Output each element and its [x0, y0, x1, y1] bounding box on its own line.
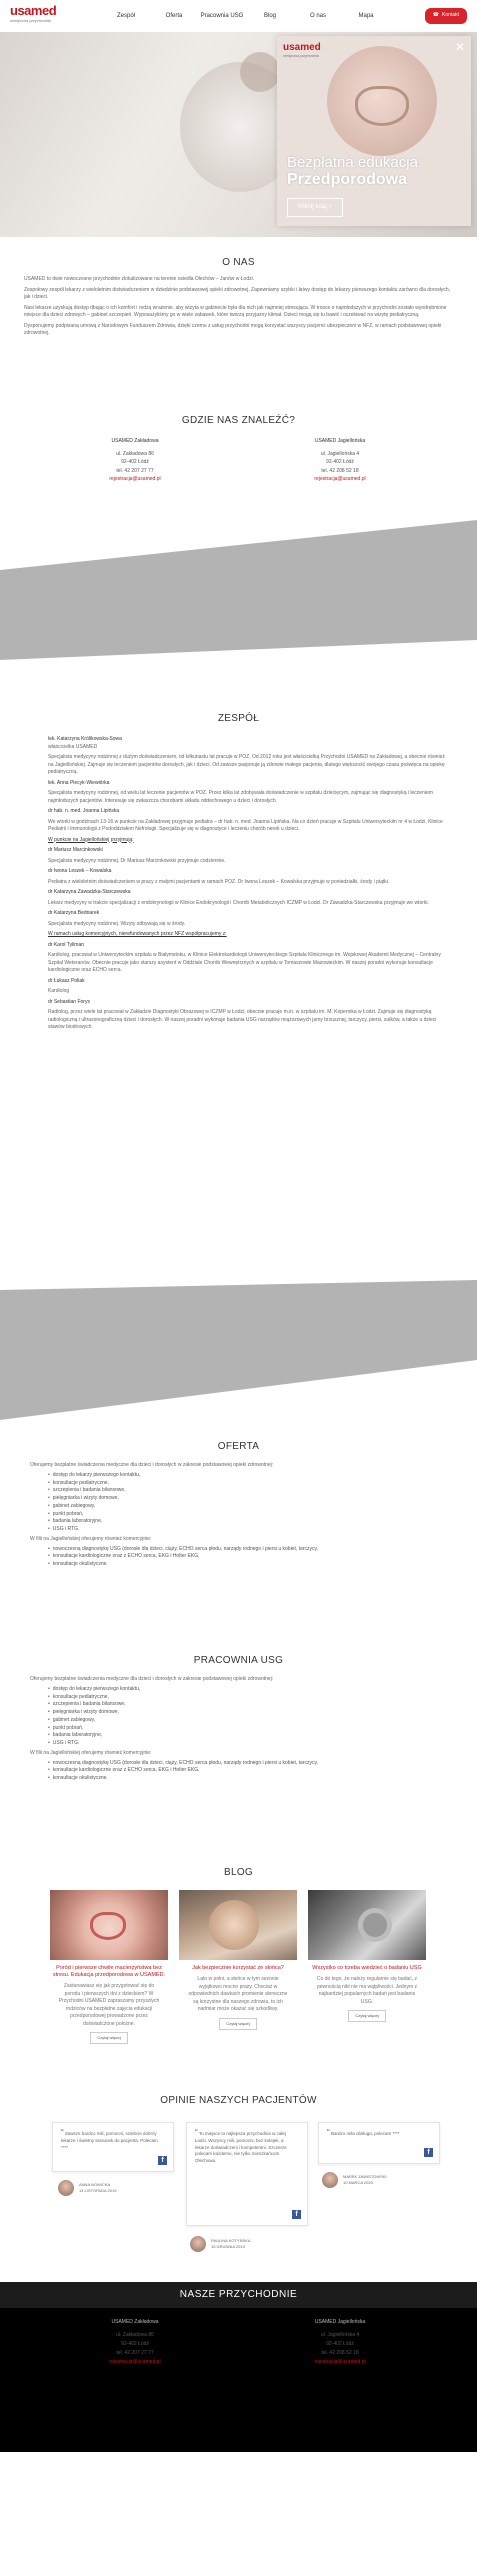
team-member-bio: Pediatra z wieloletnim doświadczeniem w pracy z małymi pacjentami w ramach POZ. Dr Iwona Leszek – Kowalska przyjmuje w poniedziałki, środy i piątki.: [48, 878, 390, 885]
team-member-name: dr Iwona Leszek – Kowalska: [48, 868, 112, 874]
usg-intro-commercial: W filii na Jagiellońskiej oferujemy również komercyjnie:: [30, 1749, 152, 1756]
team-member-role: Kardiolog: [48, 988, 70, 994]
list-item: • punkt pobrań,: [48, 1725, 448, 1733]
blog-excerpt: Co do tego, że należy regularnie się badać, z pewnością nikt nie ma wątpliwości. Jednym z najbardziej popularnych badań jest badanie USG.: [316, 1976, 418, 2005]
team-member-name: dr Sebastian Forys: [48, 998, 90, 1005]
team-member-bio: Radiolog, przez wiele lat pracował w Zakładzie Diagnostyki Obrazowej w ICZMP w Łodzi, obecnie pracuje m.in. w szpitalu im. M. Kopernika w Łodzi. Zajmuje się diagnostyką radiologiczną i ultrasonograficzną dzieci i dorosłych. W naszej poradni wykonuje badania USG narządów miąższowych jamy brzusznej, tarczycy, piersi, sutków, a także u dzieci stawów biodrowych.: [48, 1009, 437, 1030]
list-item: • dostęp do lekarzy pierwszego kontaktu,: [48, 1472, 448, 1480]
team-member-name: dr Karol Tyliman: [48, 941, 85, 948]
nav-team[interactable]: Zespół: [116, 12, 135, 19]
about-paragraph: Dysponujemy podpisaną umową z Narodowym Funduszem Zdrowia, dzięki czemu z usług przychodni mogą korzystać wszyscy pacjenci ubezpieczeni w NFZ, w ramach podstawowej opieki zdrowotnej.: [24, 322, 442, 336]
heart-hands-image: [355, 86, 409, 126]
team-member-bio: Specjalista medycyny rodzinnej, od wielu lat leczenie pacjentów w POZ. Przez kilka lat zdobywała doświadczenie w szpitalu dziecięcym, zajmując się diagnostyką i leczeniem najmłodszych pacjentów. Interesuje się zwłaszcza chorobami układu oddechowego u dzieci i dorosłych.: [48, 790, 433, 804]
offer-items-commercial: [48, 1546, 448, 1569]
location-city: 92-402 Łódź: [121, 2341, 149, 2347]
close-icon[interactable]: ✕: [454, 40, 466, 54]
list-item: • konsultacje kardiologiczne oraz z ECHO serca, EKG i Holter EKG,: [48, 1767, 448, 1775]
popup-title: [287, 154, 418, 190]
review-text: Bardzo miła obsługa, polecam ****: [330, 2131, 400, 2136]
review-date: 10 MARCA 2020: [343, 2180, 373, 2185]
list-item: • badania laboratoryjne,: [48, 1732, 448, 1740]
location-street: ul. Zakładowa 86: [116, 450, 154, 457]
popup-title-line2: Przedporodowa: [287, 171, 408, 189]
list-item: • nowoczesną diagnostykę USG (dorosłe dla dzieci, ciąży, ECHO serca płodu, narządy rodnego i piersi u kobiet, tarczycy,: [48, 1760, 448, 1768]
contact-label: Kontakt: [442, 12, 459, 19]
footer-location-jagiellonska: [265, 2318, 415, 2367]
location-phone[interactable]: tel. 42 207 27 77: [116, 467, 154, 474]
team-member-name: dr Katarzyna Zawadzka-Starczewska: [48, 889, 131, 895]
blog-title[interactable]: Poród i pierwsze chwile macierzyństwa bez stresu. Edukacja przedporodowa w USAMED.: [52, 1965, 166, 1979]
review-text: Zawsze bardzo mili, pomocni, sziebcie dobrzy lekarze i świetny stosunek do pacjenta. Polecam ****: [61, 2131, 158, 2150]
where-heading: GDZIE NAS ZNALEŹĆ?: [181, 415, 296, 426]
team-member-name: lek. Katarzyna Królikowska-Sowa: [48, 736, 122, 742]
reviewer: [58, 2180, 116, 2196]
blog-image: [179, 1890, 297, 1960]
list-item: • konsultacje pediatryczne,: [48, 1480, 448, 1488]
list-item: • gabinet zabiegowy,: [48, 1503, 448, 1511]
review-date: 14 LISTOPADA 2019: [79, 2188, 117, 2193]
usg-items: [48, 1686, 448, 1748]
list-item: • USG i RTG.: [48, 1526, 448, 1534]
blog-read-more-button[interactable]: Czytaj więcej: [219, 2018, 256, 2030]
popup-cta-button[interactable]: Kliknij tutaj >: [287, 198, 343, 217]
blog-heading: BLOG: [224, 1867, 253, 1878]
usg-intro: Oferujemy bezpłatne świadczenia medyczne dla dzieci i dorosłych w zakresie podstawowej opieki zdrowotnej:: [30, 1676, 274, 1682]
team-member-bio: Kardiolog, pracował w Uniwersyteckim szpitalu w Białymstoku, w Klinice Elektrokardiologii Uniwersyteckiego Szpitala Klinicznego im. Wojskowej Akademii Medycznej – Centralny Szpital Weteranów. Obecnie pracuje jako starszy asystent w Oddziale Chorób Wewnętrznych w szpitalu w Tomaszowie Mazowieckim. W naszej poradni wykonuje konsultacje kardiologiczne oraz ECHO serca.: [48, 952, 441, 973]
location-zakladowa: [60, 437, 210, 484]
location-title: USAMED Zakładowa: [111, 2319, 159, 2325]
blog-card[interactable]: [308, 1890, 426, 2022]
nav-offer[interactable]: Oferta: [165, 12, 183, 19]
team-member-bio: Specjalista medycyny rodzinnej. Wizyty odbywają się w środy.: [48, 920, 186, 927]
map-band: [0, 510, 477, 700]
blog-read-more-button[interactable]: Czytaj więcej: [90, 2032, 127, 2044]
blog-image: [308, 1890, 426, 1960]
review-date: 15 GRUDNIA 2019: [211, 2244, 245, 2249]
site-header: [0, 0, 477, 32]
team-member-name: dr Łukasz Poliak: [48, 977, 85, 984]
usg-heading: PRACOWNIA USG: [193, 1655, 284, 1666]
team-member-name: dr Katarzyna Bednarek: [48, 910, 100, 916]
location-email[interactable]: rejestracja@usamed.pl: [314, 2359, 366, 2365]
list-item: • punkt pobrań,: [48, 1511, 448, 1519]
review-card: [186, 2122, 308, 2226]
list-item: • gabinet zabiegowy,: [48, 1717, 448, 1725]
location-email[interactable]: rejestracja@usamed.pl: [109, 2359, 161, 2365]
facebook-icon[interactable]: f: [292, 2210, 301, 2219]
blog-title[interactable]: Wszystko co trzeba wiedzieć o badaniu USG: [312, 1965, 422, 1971]
review-card: [318, 2122, 440, 2164]
reviewer-name: ANNA NOWICKA: [79, 2182, 111, 2188]
about-paragraph: Nasi lekarze uzyskują dostęp dbając o ich komfort i rodzą wrażenie, aby wizyta w gabinecie była dla nich jak najmniej stresująca. W trosce o najmłodszych w przychodni zostało wyodrębnione miejsce dla dzieci zdrowych – gabinet szczepień. Wyposażyliśmy go w wiele zabawek, które tworzą przyjazny klimat. Dzieci mogą się tu bawić i oczekiwać na wizytę pediatryczną.: [24, 304, 447, 318]
location-title: USAMED Zakładowa: [111, 438, 159, 444]
usg-list: [30, 1676, 448, 1785]
blog-image: [50, 1890, 168, 1960]
blog-title[interactable]: Jak bezpiecznie korzystać ze słońca?: [192, 1965, 284, 1971]
blog-excerpt: Lato w pełni, a słońce w tym sezonie wyjątkowo mocno praży. Chociaż w odpowiednich dawkach promienie słoneczne są korzystne dla naszego zdrowia, to ich nadmiar może okazać się szkodliwy.: [188, 1976, 288, 2013]
footer-heading: NASZE PRZYCHODNIE: [0, 2282, 477, 2308]
location-city: 92-402 Łódź: [326, 459, 354, 465]
about-paragraph: Zespołowy zespół lekarzy z wieloletnim doświadczeniem w dziedzinie podstawowej opieki zdrowotnej. Zapewniamy szybki i łatwy dostęp do lekarzy pierwszego kontaktu zarówno dla dorosłych, jak i dzieci.: [24, 286, 451, 300]
list-item: • szczepienia i badania bilansowe,: [48, 1487, 448, 1495]
list-item: • konsultacje okulistyczne.: [48, 1775, 448, 1783]
education-popup[interactable]: [277, 36, 471, 226]
facebook-icon[interactable]: f: [424, 2148, 433, 2157]
review-text: To miejsce to najlepsza przychodnia w całej Łodzi. Wszyscy mili, pomocni, bez kolejek, a lekarze doświadczeni i kompetentni. Szczerze polecam każdemu, nie tylko mieszkańcom Olechowa.: [195, 2131, 287, 2163]
team-heading: ZESPÓŁ: [217, 713, 260, 724]
team-list: [48, 736, 448, 1035]
offer-intro: Oferujemy bezpłatne świadczenia medyczne dla dzieci i dorosłych w zakresie podstawowej opieki zdrowotnej:: [30, 1462, 274, 1468]
decor-band: [0, 1280, 477, 1430]
location-title: USAMED Jagiellońska: [314, 2319, 366, 2325]
usg-items-commercial: [48, 1760, 448, 1783]
nav-usg[interactable]: Pracownia USG: [200, 12, 244, 19]
location-street: ul. Zakładowa 86: [116, 2332, 154, 2338]
list-item: • konsultacje okulistyczne.: [48, 1561, 448, 1569]
reviewer-name: MAREK ZAWISTOWSKI: [343, 2174, 387, 2180]
team-member-bio: Specjalista medycyny rodzinnej. Dr Mariusz Marcinkowski przyjmuje codziennie.: [48, 857, 226, 864]
reviews-heading: OPINIE NASZYCH PACJENTÓW: [160, 2095, 317, 2106]
list-item: • nowoczesną diagnostykę USG (dorosłe dla dzieci, ciąży, ECHO serca płodu, narządy rodnego i piersi u kobiet, tarczycy,: [48, 1546, 448, 1554]
avatar: [190, 2236, 206, 2252]
location-title: USAMED Jagiellońska: [314, 438, 366, 444]
list-item: • konsultacje kardiologiczne oraz z ECHO serca, EKG i Holter EKG,: [48, 1553, 448, 1561]
main-nav: [102, 12, 390, 21]
team-member-bio: Specjalista medycyny rodzinnej z dużym doświadczeniem, od kilkunastu lat pracuje w POZ. Od 2012 roku jest właścicielką Przychodni USAMED na Zakładowej, a obecnie również na Jagiellońskiej. Zajmuje się leczeniem pacjentów dorosłych, jak i dzieci. Od zawsze pasjonuje ją zdrowie małego pacjenta, dlatego większość swojego czasu poświęca na opiekę pediatryczną.: [48, 754, 445, 775]
logo-text: usamed: [10, 3, 57, 18]
reviewer: [190, 2236, 251, 2252]
list-item: • pielęgniarka i wizyty domowe,: [48, 1709, 448, 1717]
location-jagiellonska: [265, 437, 415, 484]
nav-blog[interactable]: Blog: [263, 12, 276, 19]
blog-card[interactable]: [50, 1890, 168, 2044]
location-phone[interactable]: tel. 42 207 27 77: [116, 2350, 154, 2356]
nav-map[interactable]: Mapa: [358, 12, 374, 19]
team-member-name: lek. Anna Piecyk-Wiewiórka: [48, 779, 110, 786]
team-subheading: W ramach usług komercyjnych, nierefundowanych przez NFZ współpracujemy z:: [48, 931, 227, 937]
list-item: • dostęp do lekarzy pierwszego kontaktu,: [48, 1686, 448, 1694]
about-text: [24, 276, 454, 341]
facebook-icon[interactable]: f: [158, 2156, 167, 2165]
quote-icon: “: [327, 2128, 330, 2137]
location-email[interactable]: rejestracja@usamed.pl: [109, 476, 161, 482]
list-item: • pielęgniarka i wizyty domowe,: [48, 1495, 448, 1503]
team-member-name: dr Mariusz Marcinkowski: [48, 847, 103, 853]
nav-about[interactable]: O nas: [309, 12, 326, 19]
avatar: [58, 2180, 74, 2196]
location-city: 92-402 Łódź: [326, 2341, 354, 2347]
about-paragraph: USAMED to dwie nowoczesne przychodnie zlokalizowane na terenie osiedla Olechów – Janów w Łodzi.: [24, 276, 255, 282]
team-member-name: dr hab. n. med. Joanna Lipińska: [48, 808, 120, 814]
location-phone[interactable]: tel. 42 208 52 18: [321, 467, 359, 474]
popup-logo-subtitle: medyczna przychodnia: [283, 54, 319, 58]
list-item: • USG i RTG.: [48, 1740, 448, 1748]
phone-icon: ☎: [432, 12, 440, 19]
location-city: 92-402 Łódź: [121, 459, 149, 465]
popup-logo: usamed: [283, 42, 321, 53]
list-item: • badania laboratoryjne,: [48, 1518, 448, 1526]
quote-icon: “: [195, 2128, 198, 2137]
list-item: • szczepienia i badania bilansowe,: [48, 1701, 448, 1709]
offer-heading: OFERTA: [217, 1441, 260, 1452]
team-member-bio: We wtorki w godzinach 13-16 w punkcie na Zakładowej przyjmuje pediatra – dr hab. n. med. Joanna Lipińska. Na co dzień pracuje w Szpitalu Uniwersyteckim nr 4 w Łodzi, Klinice Pediatrii i Immunologii z Pododdziałem Nefrologii. Specjalizuje się w diagnostyce i leczeniu chorób nerek u dzieci.: [48, 818, 443, 832]
logo-subtitle: medyczna przychodnia: [10, 18, 51, 23]
footer-location-zakladowa: [60, 2318, 210, 2367]
reviewer-name: PAULINA KOTYŃSKA: [211, 2238, 251, 2244]
reviewer: [322, 2172, 387, 2188]
offer-items: [48, 1472, 448, 1534]
blog-card[interactable]: [179, 1890, 297, 2030]
quote-icon: “: [61, 2128, 64, 2137]
offer-list: [30, 1462, 448, 1571]
contact-button[interactable]: [425, 8, 467, 23]
review-card: [52, 2122, 174, 2172]
blog-excerpt: Zastanawiasz się jak przygotować się do porodu i pierwszych dni z dzieckiem? W Przychodni USAMED zapraszamy przyszłych rodziców na bezpłatne zajęcia edukacji przedporodowej prowadzone przez doświadczone położne.: [58, 1983, 160, 2027]
location-email[interactable]: rejestracja@usamed.pl: [314, 476, 366, 482]
blog-read-more-button[interactable]: Czytaj więcej: [348, 2010, 385, 2022]
popup-title-line1: Bezpłatna edukacja: [287, 154, 418, 171]
list-item: • konsultacje pediatryczne,: [48, 1694, 448, 1702]
logo[interactable]: [10, 4, 62, 28]
offer-intro-commercial: W filii na Jagiellońskiej oferujemy również komercyjnie:: [30, 1535, 152, 1542]
avatar: [322, 2172, 338, 2188]
team-member-bio: Lekarz medycyny w trakcie specjalizacji z endokrynologii w Klinice Endokrynologii i Chorób Metabolicznych ICZMP w Łodzi. Dr Zawadzka-Starczewska przyjmuje we wtorki.: [48, 899, 429, 906]
team-member-role: właścicielka USAMED: [48, 743, 98, 750]
location-phone[interactable]: tel. 42 208 52 18: [321, 2350, 359, 2356]
location-street: ul. Jagiellońska 4: [320, 450, 360, 457]
team-subheading: W punkcie na Jagiellońskiej przyjmują:: [48, 836, 134, 843]
about-heading: O NAS: [222, 257, 255, 268]
location-street: ul. Jagiellońska 4: [320, 2332, 360, 2338]
